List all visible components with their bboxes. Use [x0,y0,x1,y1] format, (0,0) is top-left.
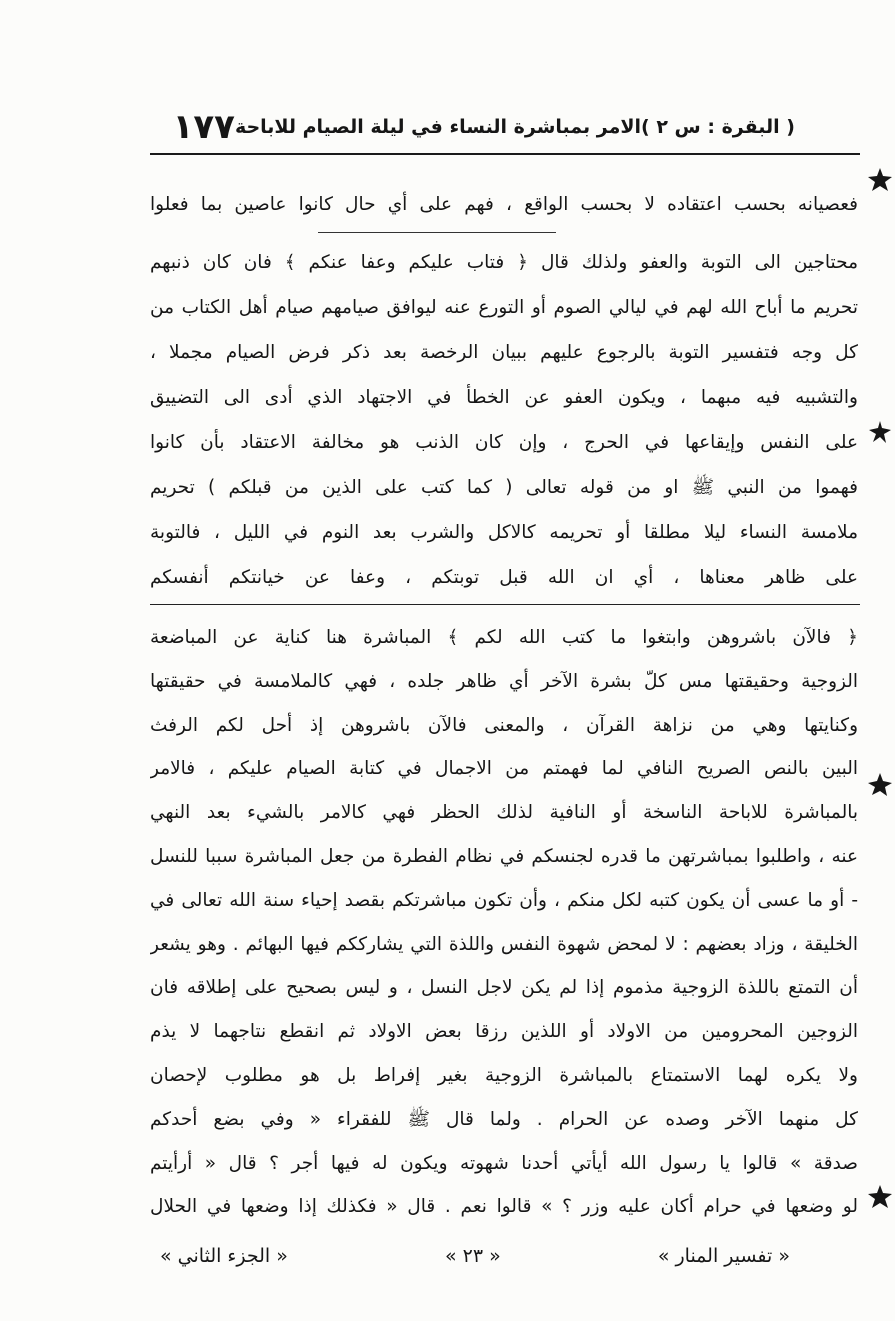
text-line: أن التمتع باللذة الزوجية مذموم إذا لم يكن لاجل النسل ، و ليس بصحيح على إطلاقه فان [150,977,858,999]
page-footer [160,1240,790,1272]
text-line: وكنايتها وهي من نزاهة القرآن ، والمعنى فالآن باشروهن إذ أحل لكم الرفث [150,714,858,736]
short-divider [318,232,556,233]
header-section-title: الامر بمباشرة النساء في ليلة الصيام للاباحة [234,116,641,138]
text-line: الزوجين المحرومين من الاولاد أو اللذين رزقا بعض الاولاد ثم انقطع نتاجهما لا يذم [150,1021,858,1043]
ink-star-icon [866,418,894,446]
page-number: ١٧٧ [172,107,235,147]
text-line: محتاجين الى التوبة والعفو ولذلك قال ﴿ فتاب عليكم وعفا عنكم ﴾ فان كان ذنبهم [150,252,858,273]
text-line: لو وضعها في حرام أكان عليه وزر ؟ » قالوا نعم . قال « فكذلك إذا وضعها في الحلال [150,1196,858,1218]
header-rule [150,153,860,155]
lead-text-line: فعصيانه بحسب اعتقاده لا بحسب الواقع ، فهم على أي حال كانوا عاصين بما فعلوا [150,194,858,215]
text-line: على النفس وإيقاعها في الحرج ، وإن كان الذنب هو مخالفة الاعتقاد بأن كانوا [150,432,858,453]
header-surah-reference: ( البقرة : س ٢ ) [641,116,795,138]
paragraph-commentary [150,240,858,600]
text-line: الزوجية وحقيقتها مس كلّ بشرة الآخر أي ظاهر جلده ، فهي كالملامسة في حقيقتها [150,670,858,692]
paragraph-verse-commentary [150,616,858,1229]
text-line: ﴿ فالآن باشروهن وابتغوا ما كتب الله لكم ﴾ المباشرة هنا كناية عن المباضعة [150,627,858,648]
text-line: كل وجه فتفسير التوبة بالرجوع عليهم ببيان الرخصة بعد ذكر فرض الصيام مجملا ، [150,342,858,363]
text-line: ولا يكره لهما الاستمتاع بالمباشرة الزوجية بغير إفراط بل هو مطلوب لإحصان [150,1064,858,1086]
text-line: تحريم ما أباح الله لهم في ليالي الصوم أو التورع عنه ليوافق صيامهم صيام أهل الكتاب من [150,297,858,318]
text-line: بالمباشرة للاباحة الناسخة أو النافية لذلك الحظر فهي كالامر بالشيء بعد النهي [150,802,858,824]
text-line: ملامسة النساء ليلا مطلقا أو تحريمه كالاكل والشرب بعد النوم في الليل ، فالتوبة [150,522,858,543]
text-line: على ظاهر معناها ، أي ان الله قبل توبتكم ، وعفا عن خيانتكم أنفسكم [150,567,858,588]
footer-signature-number: « ٢٣ » [444,1245,501,1267]
running-header [172,104,795,150]
text-line: والتشبيه فيه مبهما ، ويكون العفو عن الخطأ في الاجتهاد الذي أدى الى التضييق [150,387,858,408]
ink-star-icon [866,166,894,194]
ink-star-icon [866,771,894,799]
text-line: - أو ما عسى أن يكون كتبه لكل منكم ، وأن تكون مباشرتكم بقصد إحياء سنة الله تعالى في [150,889,858,911]
ink-star-icon [866,1183,894,1211]
text-line: البين بالنص الصريح النافي لما فهمتم من الاجمال في كتابة الصيام عليكم ، فالامر [150,758,858,780]
text-line: فهموا من النبي ﷺ او من قوله تعالى ( كما كتب على الذين من قبلكم ) تحريم [150,477,858,498]
text-line: الخليقة ، وزاد بعضهم : لا لمحض شهوة النفس واللذة التي يشارككم فيها البهائم . وهو يشعر [150,933,858,955]
text-line: كل منهما الآخر وصده عن الحرام . ولما قال ﷺ للفقراء « وفي بضع أحدكم [150,1108,858,1130]
text-line: صدقة » قالوا يا رسول الله أيأتي أحدنا شهوته ويكون له فيها أجر ؟ قال « أرأيتم [150,1152,858,1174]
text-line: عنه ، واطلبوا بمباشرتهن ما قدره لجنسكم في نظام الفطرة من جعل المباشرة سببا للنسل [150,845,858,867]
footer-volume: « الجزء الثاني » [160,1245,288,1267]
footer-book-title: « تفسير المنار » [657,1245,790,1267]
section-divider [150,604,860,605]
